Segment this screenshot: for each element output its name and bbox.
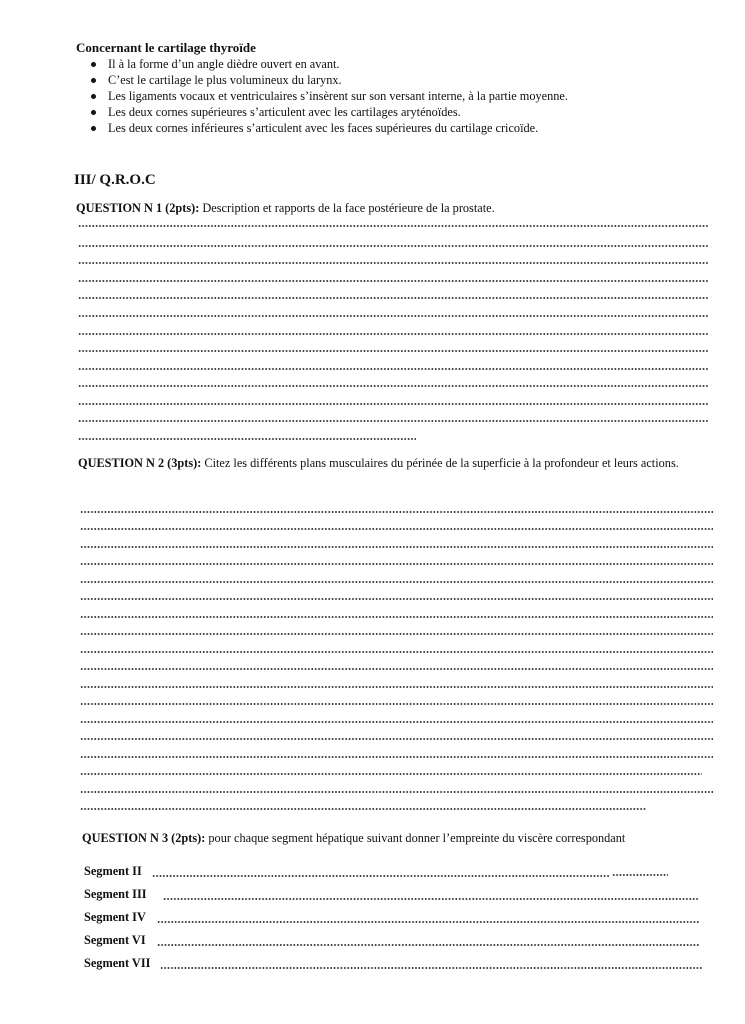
answer-line[interactable] bbox=[78, 350, 708, 352]
answer-line[interactable] bbox=[80, 773, 702, 775]
segment-label: Segment VII bbox=[84, 956, 151, 970]
section-title: Concernant le cartilage thyroïde bbox=[76, 40, 256, 55]
statement-item: Les deux cornes inférieures s’articulent avec les faces supérieures du cartilage cricoïde. bbox=[82, 120, 568, 136]
segment-label: Segment III bbox=[84, 887, 147, 901]
question-text: pour chaque segment hépatique suivant donner l’empreinte du viscère correspondant bbox=[205, 831, 626, 845]
segment-label: Segment IV bbox=[84, 910, 146, 924]
question-label: QUESTION N 2 (3pts): bbox=[78, 456, 202, 470]
answer-line[interactable] bbox=[78, 262, 708, 264]
answer-line[interactable] bbox=[80, 738, 713, 740]
segment-label: Segment VI bbox=[84, 933, 146, 947]
question-label: QUESTION N 1 (2pts): bbox=[76, 201, 200, 215]
answer-line[interactable] bbox=[78, 385, 708, 387]
answer-line[interactable] bbox=[80, 598, 713, 600]
answer-line[interactable] bbox=[80, 651, 713, 653]
thyroid-statements-list bbox=[82, 56, 568, 136]
statement-item: Les deux cornes supérieures s’articulent avec les cartilages aryténoïdes. bbox=[82, 104, 568, 120]
answer-line[interactable] bbox=[80, 581, 713, 583]
question-text: Citez les différents plans musculaires du périnée de la superficie à la profondeur et leurs actions. bbox=[201, 456, 679, 470]
answer-line[interactable] bbox=[78, 420, 708, 422]
answer-line[interactable] bbox=[80, 511, 713, 513]
answer-line[interactable] bbox=[78, 438, 416, 440]
statement-item: Il à la forme d’un angle dièdre ouvert en avant. bbox=[82, 56, 568, 72]
segment-answer-line[interactable] bbox=[157, 921, 699, 923]
part-title: III/ Q.R.O.C bbox=[74, 172, 156, 188]
segment-answer-line[interactable] bbox=[160, 967, 702, 969]
answer-line[interactable] bbox=[78, 225, 708, 227]
answer-line[interactable] bbox=[78, 245, 708, 247]
answer-line[interactable] bbox=[80, 546, 713, 548]
answer-line[interactable] bbox=[80, 616, 713, 618]
answer-line[interactable] bbox=[80, 703, 713, 705]
answer-line[interactable] bbox=[80, 528, 713, 530]
question-label: QUESTION N 3 (2pts): bbox=[82, 831, 206, 845]
question-2 bbox=[78, 455, 713, 472]
segment-answer-line[interactable] bbox=[163, 898, 698, 900]
question-3 bbox=[82, 830, 722, 847]
answer-line[interactable] bbox=[78, 368, 708, 370]
question-text: Description et rapports de la face postérieure de la prostate. bbox=[199, 201, 495, 215]
answer-line[interactable] bbox=[78, 333, 708, 335]
answer-line[interactable] bbox=[78, 315, 708, 317]
answer-line[interactable] bbox=[80, 668, 713, 670]
answer-line[interactable] bbox=[78, 297, 708, 299]
segment-label: Segment II bbox=[84, 864, 142, 878]
question-1 bbox=[76, 200, 716, 217]
answer-line[interactable] bbox=[80, 808, 646, 810]
answer-line[interactable] bbox=[80, 686, 713, 688]
answer-line[interactable] bbox=[78, 403, 708, 405]
statement-item: Les ligaments vocaux et ventriculaires s’insèrent sur son versant interne, à la partie moyenne. bbox=[82, 88, 568, 104]
segment-answer-line[interactable] bbox=[157, 944, 699, 946]
answer-line[interactable] bbox=[80, 756, 713, 758]
segment-answer-line[interactable] bbox=[612, 874, 668, 876]
answer-line[interactable] bbox=[80, 791, 713, 793]
answer-line[interactable] bbox=[78, 280, 708, 282]
answer-line[interactable] bbox=[80, 563, 713, 565]
statement-item: C’est le cartilage le plus volumineux du larynx. bbox=[82, 72, 568, 88]
answer-line[interactable] bbox=[80, 721, 713, 723]
segment-answer-line[interactable] bbox=[152, 875, 610, 877]
answer-line[interactable] bbox=[80, 633, 713, 635]
